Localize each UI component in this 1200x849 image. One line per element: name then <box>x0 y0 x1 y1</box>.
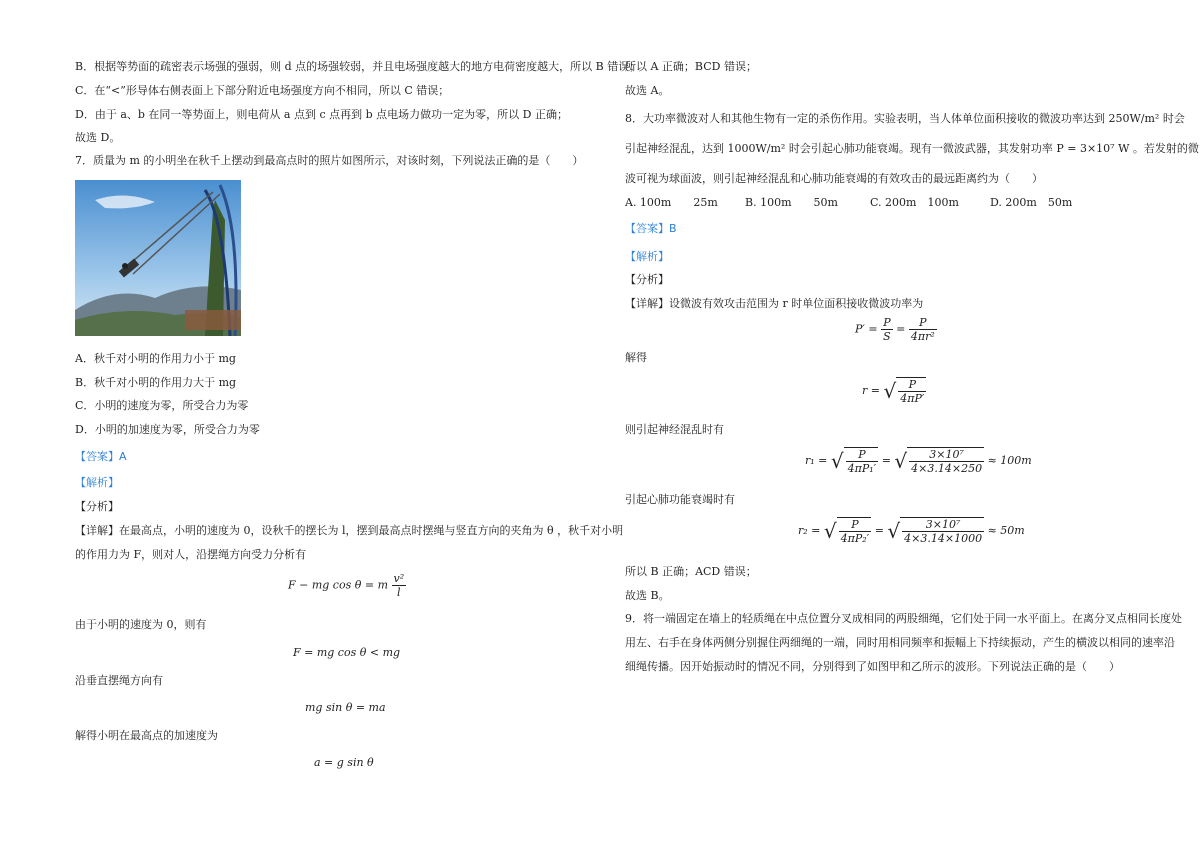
swing-photo <box>75 180 241 336</box>
text-line: 沿垂直摆绳方向有 <box>75 674 163 687</box>
detail-line: 【详解】在最高点，小明的速度为 0，设秋千的摆长为 l，摆到最高点时摆绳与竖直方向的夹角为 θ ，秋千对小明 <box>75 524 624 537</box>
equation-4: a = g sin θ <box>314 756 374 769</box>
option-c: C. 200m 100m <box>870 196 959 209</box>
equation-3: mg sin θ = ma <box>305 701 386 714</box>
question-7: 7．质量为 m 的小明坐在秋千上摆动到最高点时的照片如图所示，对该时刻，下列说法正确的是（ ） <box>75 154 584 167</box>
text-line: 故选 B。 <box>625 589 670 602</box>
text-line: 解得小明在最高点的加速度为 <box>75 729 218 742</box>
text-line: 故选 A。 <box>625 84 670 97</box>
text-line: 由于小明的速度为 0，则有 <box>75 618 207 631</box>
question-9: 9．将一端固定在墙上的轻质绳在中点位置分叉成相同的两股细绳，它们处于同一水平面上。在离分叉点相同长度处 <box>625 612 1182 625</box>
text-line: 引起心肺功能衰竭时有 <box>625 493 735 506</box>
analysis-label: 【解析】 <box>625 250 669 263</box>
text-line: 所以 A 正确；BCD 错误； <box>625 60 757 73</box>
option-d: D. 200m 50m <box>990 196 1073 209</box>
text-line: 故选 D。 <box>75 131 121 144</box>
equation-r2: r₂ = √ $\frac{P}{\text{4πP₂′}}$ = √ $\frac{\text{3×10⁷}}{4\times 3.14\times 1000}$ ≈ 50m <box>798 518 1025 545</box>
text-line: 解得 <box>625 351 647 364</box>
equation-r1: r₁ = √ $\frac{P}{\text{4πP₁′}}$ = √ $\frac{\text{3×10⁷}}{4\times 3.14\times 250}$ ≈ 100m <box>805 448 1032 475</box>
option-b: B．秋千对小明的作用力大于 mg <box>75 376 237 389</box>
equation-r: r = √ $\frac{P}{4\pi P'}$ <box>862 378 925 405</box>
text-line: C．在“<”形导体右侧表面上下部分附近电场强度方向不相同，所以 C 错误； <box>75 84 450 97</box>
equation-p-prime: P′ = $\frac{P}{S}$ = $\frac{P}{\text{4πr²}}$ <box>855 316 935 343</box>
equation-2: F = mg cos θ < mg <box>293 646 401 659</box>
answer-label: 【答案】A <box>75 450 127 463</box>
detail-line: 【详解】设微波有效攻击范围为 r 时单位面积接收微波功率为 <box>625 297 924 310</box>
option-d: D．小明的加速度为零，所受合力为零 <box>75 423 260 436</box>
equation-1: F − mg cos θ = m $\frac{\text{v²}}{l}$ <box>288 572 405 599</box>
question-9: 用左、右手在身体两侧分别握住两细绳的一端，同时用相同频率和振幅上下持续振动，产生的横波以相同的速率沿 <box>625 636 1175 649</box>
detail-line: 的作用力为 F，则对人，沿摆绳方向受力分析有 <box>75 548 307 561</box>
fenxi-label: 【分析】 <box>75 500 119 513</box>
fenxi-label: 【分析】 <box>625 273 669 286</box>
text-line: D．由于 a、b 在同一等势面上，则电荷从 a 点到 c 点再到 b 点电场力做功一定为零，所以 D 正确； <box>75 108 568 121</box>
option-c: C．小明的速度为零，所受合力为零 <box>75 399 249 412</box>
question-8: 引起神经混乱，达到 1000W/m² 时会引起心肺功能衰竭。现有一微波武器，其发射功率 P = 3×10⁷ W 。若发射的微 <box>625 142 1199 155</box>
option-a: A. 100m 25m <box>625 196 718 209</box>
answer-label: 【答案】B <box>625 222 677 235</box>
text-line: 则引起神经混乱时有 <box>625 423 724 436</box>
text-line: 所以 B 正确；ACD 错误； <box>625 565 757 578</box>
option-b: B. 100m 50m <box>745 196 838 209</box>
option-a: A．秋千对小明的作用力小于 mg <box>75 352 236 365</box>
question-8: 波可视为球面波，则引起神经混乱和心肺功能衰竭的有效攻击的最远距离约为（ ） <box>625 172 1043 185</box>
question-8: 8．大功率微波对人和其他生物有一定的杀伤作用。实验表明，当人体单位面积接收的微波功率达到 250W/m² 时会 <box>625 112 1185 125</box>
analysis-label: 【解析】 <box>75 476 119 489</box>
text-line: B．根据等势面的疏密表示场强的强弱，则 d 点的场强较弱，并且电场强度越大的地方电荷密度越大，所以 B 错误； <box>75 60 641 73</box>
question-9: 细绳传播。因开始振动时的情况不同，分别得到了如图甲和乙所示的波形。下列说法正确的是（ ） <box>625 660 1120 673</box>
